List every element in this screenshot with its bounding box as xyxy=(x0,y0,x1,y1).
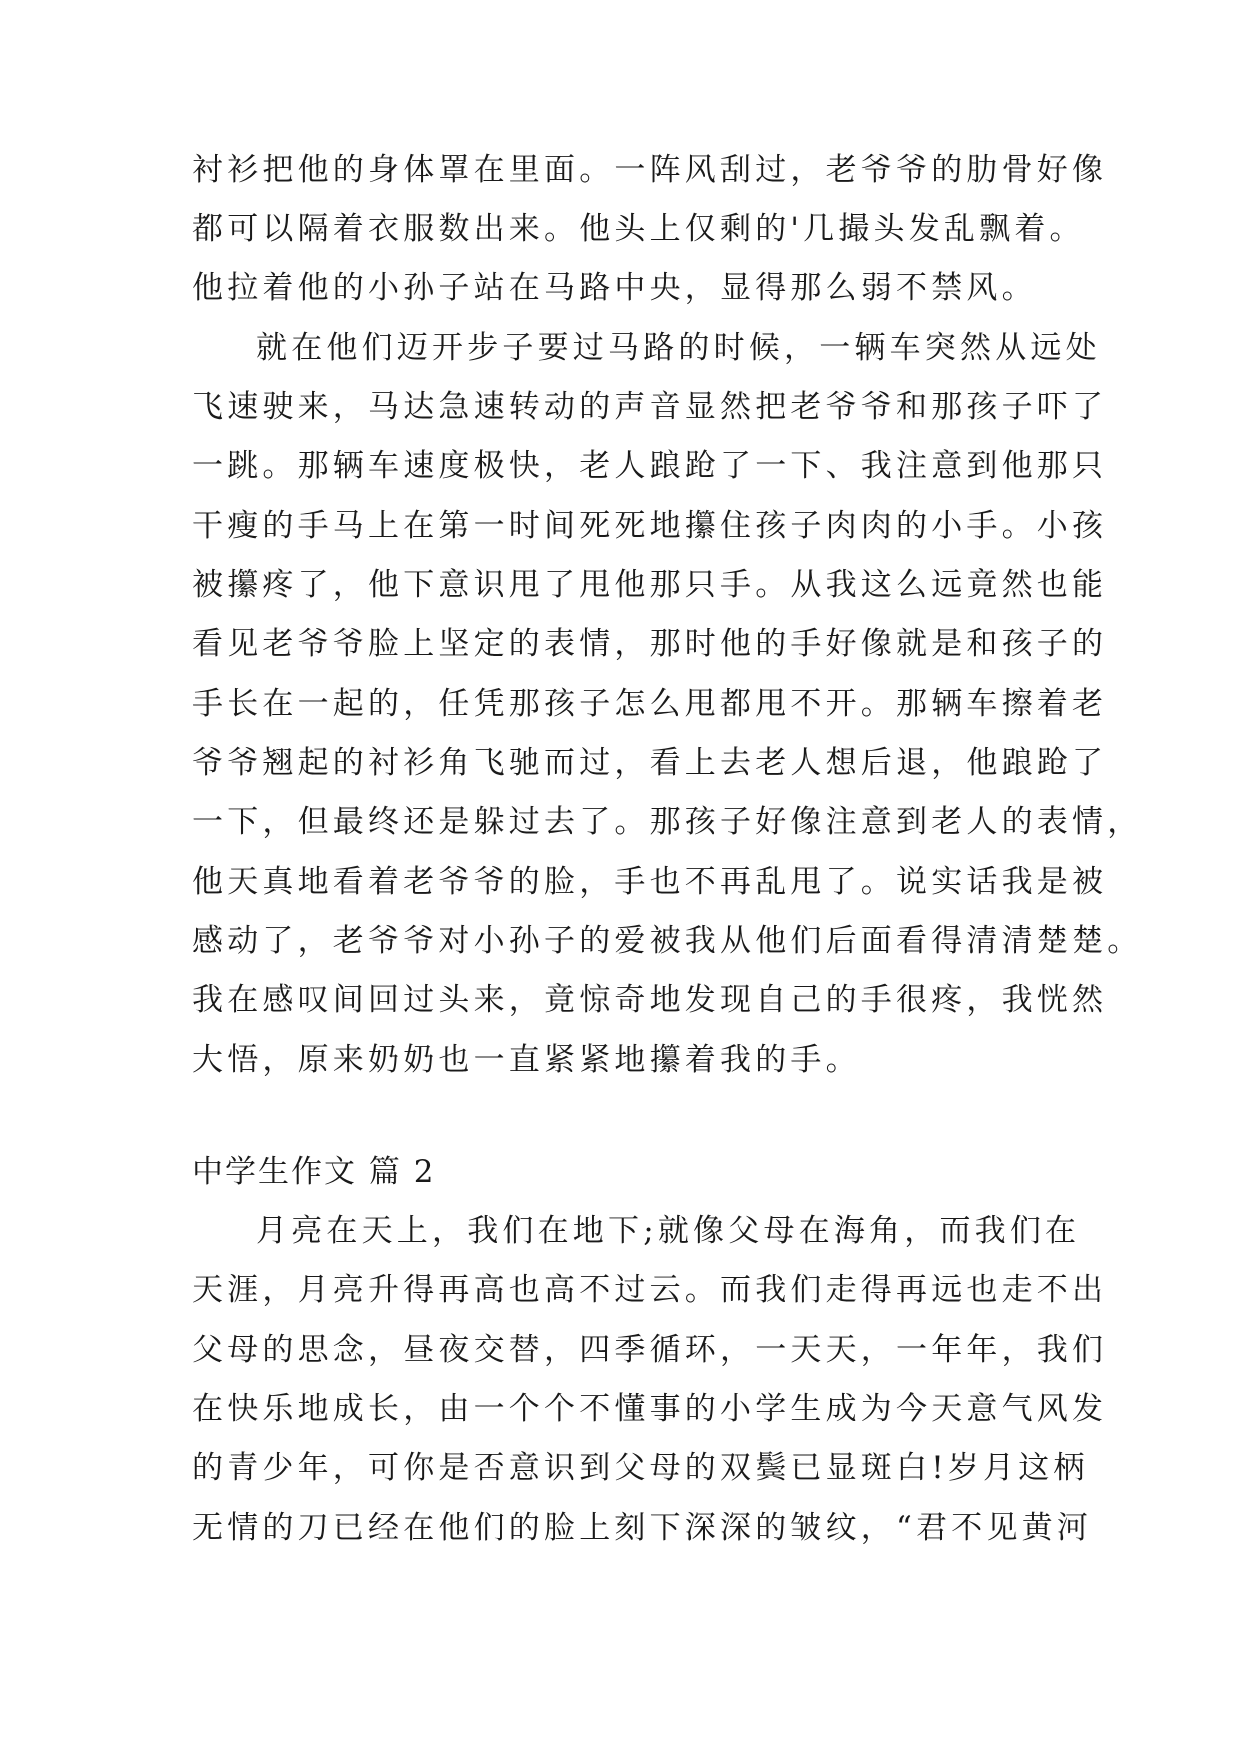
paragraph-line: 感动了，老爷爷对小孙子的爱被我从他们后面看得清清楚楚。 xyxy=(192,923,1143,959)
paragraph-line: 我在感叹间回过头来，竟惊奇地发现自己的手很疼，我恍然 xyxy=(192,982,1108,1018)
paragraph-line: 一下，但最终还是躲过去了。那孩子好像注意到老人的表情， xyxy=(192,804,1143,840)
paragraph-line: 他天真地看着老爷爷的脸，手也不再乱甩了。说实话我是被 xyxy=(192,864,1108,900)
paragraph-line: 父母的思念，昼夜交替，四季循环，一天天，一年年，我们 xyxy=(192,1332,1108,1368)
paragraph-line: 爷爷翘起的衬衫角飞驰而过，看上去老人想后退，他踉跄了 xyxy=(192,745,1108,781)
paragraph-line: 一跳。那辆车速度极快，老人踉跄了一下、我注意到他那只 xyxy=(192,448,1108,484)
paragraph-line: 飞速驶来，马达急速转动的声音显然把老爷爷和那孩子吓了 xyxy=(192,389,1108,425)
paragraph-line: 在快乐地成长，由一个个不懂事的小学生成为今天意气风发 xyxy=(192,1391,1108,1427)
paragraph-line: 天涯，月亮升得再高也高不过云。而我们走得再远也走不出 xyxy=(192,1272,1108,1308)
paragraph-line: 无情的刀已经在他们的脸上刻下深深的皱纹，“君不见黄河 xyxy=(192,1510,1093,1546)
section-heading: 中学生作文 篇 2 xyxy=(192,1154,436,1190)
paragraph-line: 的青少年，可你是否意识到父母的双鬓已显斑白!岁月这柄 xyxy=(192,1450,1089,1486)
paragraph-line: 被攥疼了，他下意识甩了甩他那只手。从我这么远竟然也能 xyxy=(192,567,1108,603)
paragraph-line: 看见老爷爷脸上坚定的表情，那时他的手好像就是和孩子的 xyxy=(192,626,1108,662)
paragraph-line: 手长在一起的，任凭那孩子怎么甩都甩不开。那辆车擦着老 xyxy=(192,686,1108,722)
paragraph-line: 衬衫把他的身体罩在里面。一阵风刮过，老爷爷的肋骨好像 xyxy=(192,152,1108,188)
paragraph-line: 干瘦的手马上在第一时间死死地攥住孩子肉肉的小手。小孩 xyxy=(192,508,1108,544)
paragraph-line: 他拉着他的小孙子站在马路中央，显得那么弱不禁风。 xyxy=(192,270,1037,306)
paragraph-line: 就在他们迈开步子要过马路的时候，一辆车突然从远处 xyxy=(256,330,1101,366)
paragraph-line: 大悟，原来奶奶也一直紧紧地攥着我的手。 xyxy=(192,1042,861,1078)
paragraph-line: 都可以隔着衣服数出来。他头上仅剩的'几撮头发乱飘着。 xyxy=(192,211,1085,247)
paragraph-line: 月亮在天上，我们在地下;就像父母在海角，而我们在 xyxy=(256,1213,1081,1249)
